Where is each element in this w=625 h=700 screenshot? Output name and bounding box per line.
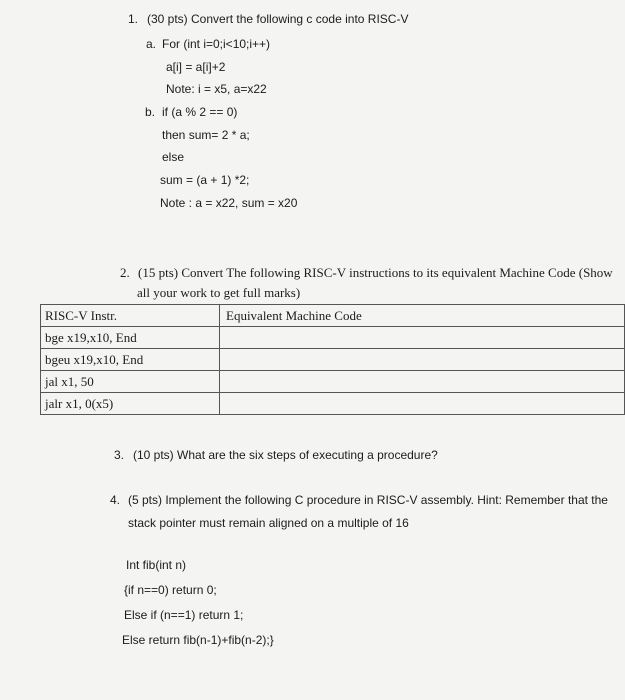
q4-text-line1: (5 pts) Implement the following C procedure in RISC-V assembly. Hint: Remember that the bbox=[128, 493, 608, 507]
q1b-line2: then sum= 2 * a; bbox=[162, 128, 250, 142]
q2-title-line1: (15 pts) Convert The following RISC-V instructions to its equivalent Machine Code (Show bbox=[138, 265, 613, 280]
q3-text: (10 pts) What are the six steps of executing a procedure? bbox=[133, 448, 438, 462]
q2-title-line2: all your work to get full marks) bbox=[137, 285, 301, 300]
q1b-label: b. bbox=[145, 105, 156, 119]
instruction-cell: bge x19,x10, End bbox=[41, 327, 220, 349]
table-row bbox=[41, 327, 625, 349]
q4-code-line4: Else return fib(n-1)+fib(n-2);} bbox=[122, 633, 274, 647]
q1-title: (30 pts) Convert the following c code into RISC-V bbox=[147, 12, 409, 26]
q1b-note: Note : a = x22, sum = x20 bbox=[160, 196, 298, 210]
instruction-cell: jalr x1, 0(x5) bbox=[41, 393, 220, 415]
table-row bbox=[41, 349, 625, 371]
q4-code-line1: Int fib(int n) bbox=[126, 558, 187, 572]
q1b-line1: if (a % 2 == 0) bbox=[162, 105, 238, 119]
q4-code-line3: Else if (n==1) return 1; bbox=[124, 608, 244, 622]
q1-number: 1. bbox=[128, 12, 139, 26]
machine-code-cell[interactable] bbox=[220, 371, 625, 393]
header-instruction: RISC-V Instr. bbox=[41, 305, 220, 327]
q1a-note: Note: i = x5, a=x22 bbox=[166, 82, 267, 96]
q1b-line3: else bbox=[162, 150, 185, 164]
q4-code-line2: {if n==0) return 0; bbox=[124, 583, 217, 597]
q1b-line4: sum = (a + 1) *2; bbox=[160, 173, 250, 187]
q3-number: 3. bbox=[114, 448, 125, 462]
q4-number: 4. bbox=[110, 493, 121, 507]
table-row bbox=[41, 371, 625, 393]
q1a-code-line1: For (int i=0;i<10;i++) bbox=[162, 37, 271, 51]
table-header-row bbox=[41, 305, 625, 327]
q1a-code-line2: a[i] = a[i]+2 bbox=[166, 60, 226, 74]
machine-code-cell[interactable] bbox=[220, 393, 625, 415]
machine-code-cell[interactable] bbox=[220, 327, 625, 349]
instruction-table bbox=[40, 304, 625, 415]
q2-number: 2. bbox=[120, 265, 130, 280]
machine-code-cell[interactable] bbox=[220, 349, 625, 371]
instruction-cell: jal x1, 50 bbox=[41, 371, 220, 393]
header-machine-code: Equivalent Machine Code bbox=[220, 305, 625, 327]
instruction-cell: bgeu x19,x10, End bbox=[41, 349, 220, 371]
q4-text-line2: stack pointer must remain aligned on a multiple of 16 bbox=[128, 516, 409, 530]
q1a-label: a. bbox=[146, 37, 157, 51]
table-row bbox=[41, 393, 625, 415]
